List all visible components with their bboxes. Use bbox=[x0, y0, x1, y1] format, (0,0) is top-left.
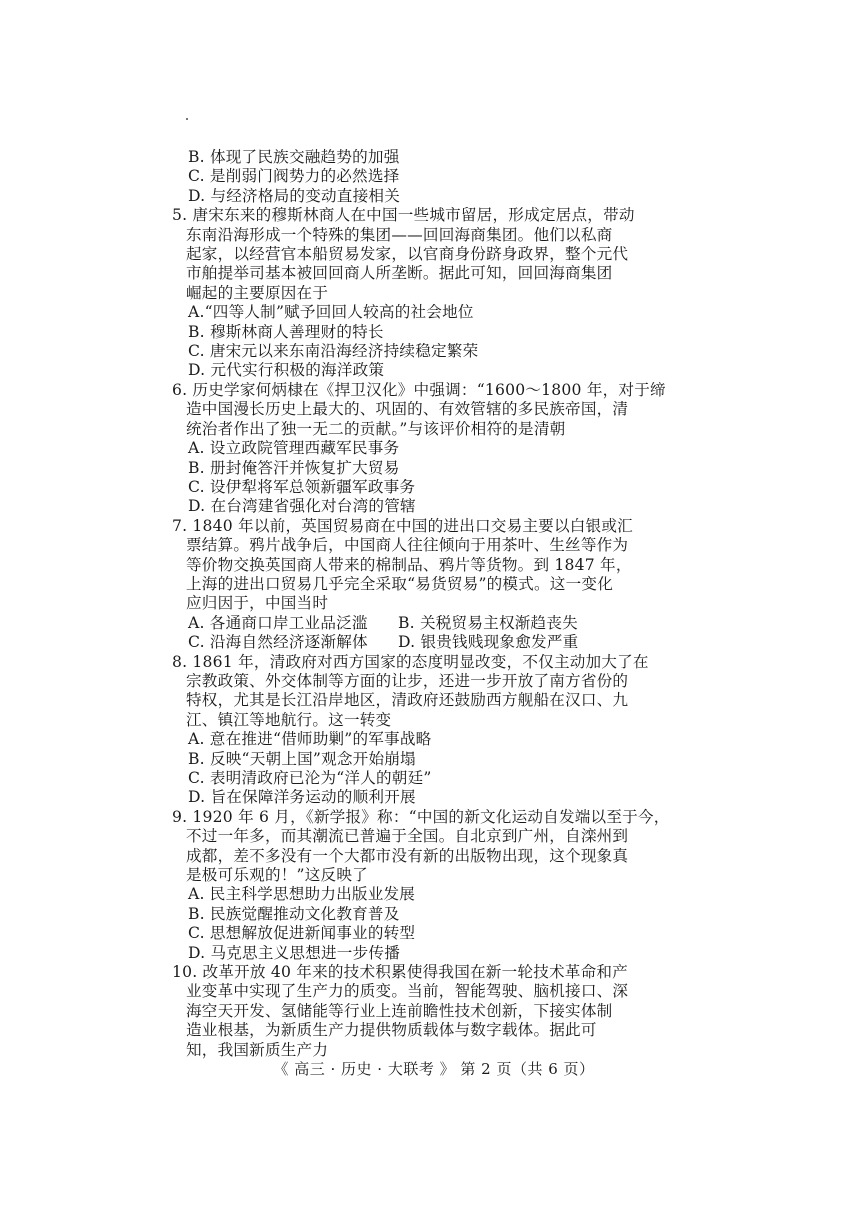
q5-option-d[interactable]: D. 元代实行积极的海洋政策 bbox=[188, 361, 385, 380]
q9-option-a[interactable]: A. 民主科学思想助力出版业发展 bbox=[188, 885, 416, 904]
q6-option-a[interactable]: A. 设立政院管理西藏军民事务 bbox=[188, 439, 400, 458]
q7-stem-line: 上海的进出口贸易几乎完全采取“易货贸易”的模式。这一变化 bbox=[186, 574, 613, 593]
q7-stem-line: 票结算。鸦片战争后，中国商人往往倾向于用茶叶、生丝等作为 bbox=[186, 536, 629, 555]
q7-stem-line: 等价物交换英国商人带来的棉制品、鸦片等货物。到 1847 年， bbox=[186, 555, 632, 574]
page-footer: 《 高三 · 历史 · 大联考 》 第 2 页（共 6 页） bbox=[273, 1060, 595, 1078]
q9-stem-line: 成都，差不多没有一个大都市没有新的出版物出现，这个现象真 bbox=[186, 846, 629, 865]
question-page bbox=[172, 148, 670, 1060]
q8-option-a[interactable]: A. 意在推进“借师助剿”的军事战略 bbox=[188, 730, 432, 749]
q8-stem-line: 8. 1861 年，清政府对西方国家的态度明显改变，不仅主动加大了在 bbox=[172, 652, 649, 671]
q8-option-c[interactable]: C. 表明清政府已沦为“洋人的朝廷” bbox=[188, 769, 432, 787]
q6-stem-line: 统治者作出了独一无二的贡献。”与该评价相符的是清朝 bbox=[186, 419, 566, 438]
q5-option-c[interactable]: C. 唐宋元以来东南沿海经济持续稳定繁荣 bbox=[188, 342, 479, 361]
q8-option-b[interactable]: B. 反映“天朝上国”观念开始崩塌 bbox=[188, 749, 416, 768]
q5-stem-line: 东南沿海形成一个特殊的集团——回回海商集团。他们以私商 bbox=[186, 225, 613, 244]
q9-stem-line: 9. 1920 年 6 月，《新学报》称：“中国的新文化运动自发端以至于今， bbox=[172, 807, 670, 826]
question-10 bbox=[172, 963, 630, 1060]
q10-stem-line: 造业根基，为新质生产力提供物质载体与数字载体。据此可 bbox=[186, 1021, 597, 1040]
question-7 bbox=[172, 516, 633, 653]
q8-stem-line: 特权，尤其是长江沿岸地区，清政府还鼓励西方舰船在汉口、九 bbox=[186, 691, 629, 710]
question-6 bbox=[172, 380, 666, 517]
q7-option-c[interactable]: C. 沿海自然经济逐渐解体 bbox=[188, 633, 368, 652]
q8-stem-line: 宗教政策、外交体制等方面的让步，还进一步开放了南方省份的 bbox=[186, 671, 629, 690]
q9-option-d[interactable]: D. 马克思主义思想进一步传播 bbox=[188, 943, 400, 962]
question-8 bbox=[172, 652, 649, 808]
q7-option-b[interactable]: B. 关税贸易主权渐趋丧失 bbox=[398, 613, 578, 632]
q5-stem-line: 崛起的主要原因在于 bbox=[186, 283, 329, 302]
q7-options-row-1 bbox=[172, 614, 630, 633]
q7-option-a[interactable]: A. 各通商口岸工业品泛滥 bbox=[188, 613, 368, 632]
q8-option-d[interactable]: D. 旨在保障洋务运动的顺利开展 bbox=[188, 788, 416, 807]
q10-stem-line: 业变革中实现了生产力的质变。当前，智能驾驶、脑机接口、深 bbox=[186, 982, 629, 1001]
q10-stem-line: 海空天开发、氢储能等行业上连前瞻性技术创新，下接实体制 bbox=[186, 1001, 613, 1020]
q9-stem-line: 是极可乐观的！”这反映了 bbox=[186, 866, 368, 885]
scan-mark bbox=[186, 118, 188, 120]
q9-option-b[interactable]: B. 民族觉醒推动文化教育普及 bbox=[188, 904, 400, 923]
q4-option-d[interactable]: D. 与经济格局的变动直接相关 bbox=[188, 186, 400, 205]
q4-option-b[interactable]: B. 体现了民族交融趋势的加强 bbox=[188, 148, 400, 166]
q6-stem-line: 6. 历史学家何炳棣在《捍卫汉化》中强调：“1600～1800 年，对于缔 bbox=[172, 380, 666, 399]
q4-option-c[interactable]: C. 是削弱门阀势力的必然选择 bbox=[188, 167, 400, 186]
q5-stem-line: 市舶提举司基本被回回商人所垄断。据此可知，回回海商集团 bbox=[186, 264, 613, 283]
q6-option-d[interactable]: D. 在台湾建省强化对台湾的管辖 bbox=[188, 497, 416, 516]
q9-stem-line: 不过一年多，而其潮流已普遍于全国。自北京到广州，自滦州到 bbox=[186, 827, 629, 846]
q7-stem-line: 应归因于，中国当时 bbox=[186, 594, 329, 613]
q10-stem-line: 知，我国新质生产力 bbox=[186, 1040, 329, 1059]
q5-stem-line: 5. 唐宋东来的穆斯林商人在中国一些城市留居，形成定居点，带动 bbox=[172, 206, 635, 225]
q9-option-c[interactable]: C. 思想解放促进新闻事业的转型 bbox=[188, 924, 416, 943]
q7-option-d[interactable]: D. 银贵钱贱现象愈发严重 bbox=[398, 633, 579, 652]
q6-option-c[interactable]: C. 设伊犁将军总领新疆军政事务 bbox=[188, 477, 416, 496]
q5-option-b[interactable]: B. 穆斯林商人善理财的特长 bbox=[188, 322, 384, 341]
q10-stem-line: 10. 改革开放 40 年来的技术积累使得我国在新一轮技术革命和产 bbox=[172, 963, 628, 982]
q8-stem-line: 江、镇江等地航行。这一转变 bbox=[186, 710, 392, 729]
q6-option-b[interactable]: B. 册封俺答汗并恢复扩大贸易 bbox=[188, 458, 400, 477]
q6-stem-line: 造中国漫长历史上最大的、巩固的、有效管辖的多民族帝国，清 bbox=[186, 400, 629, 419]
q7-options-row-2 bbox=[172, 633, 630, 652]
question-5 bbox=[172, 206, 635, 381]
q7-stem-line: 7. 1840 年以前，英国贸易商在中国的进出口交易主要以白银或汇 bbox=[172, 516, 633, 535]
q5-stem-line: 起家，以经营官本船贸易发家，以官商身份跻身政界，整个元代 bbox=[186, 245, 629, 264]
question-9 bbox=[172, 807, 670, 963]
q5-option-a[interactable]: A.“四等人制”赋予回回人较高的社会地位 bbox=[188, 303, 474, 322]
